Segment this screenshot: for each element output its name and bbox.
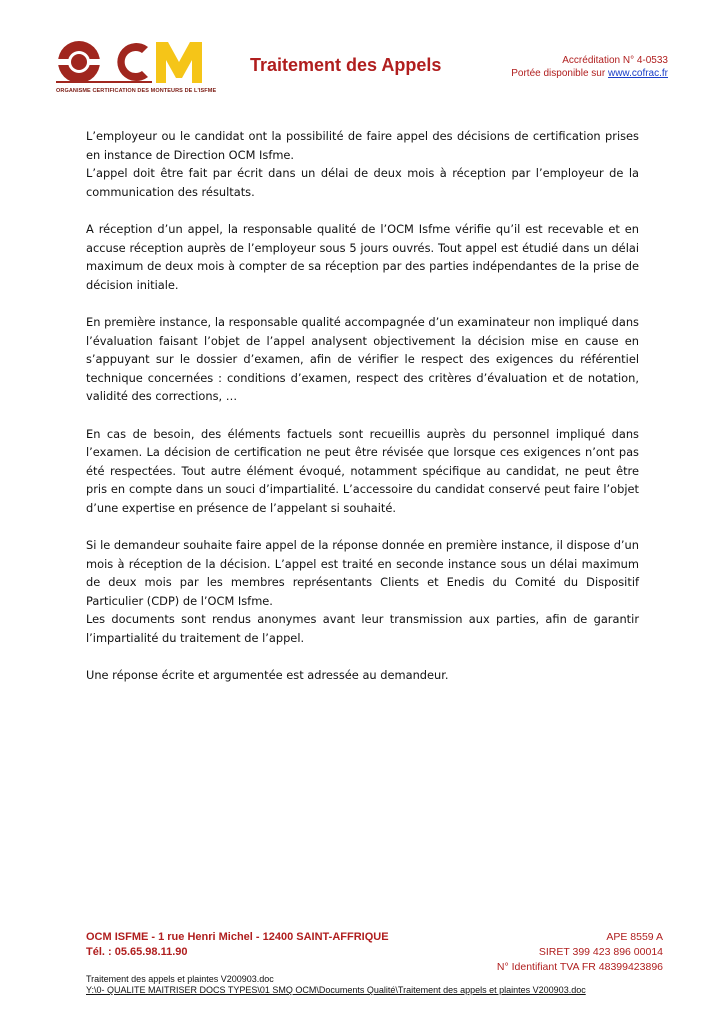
footer-phone: Tél. : 05.65.98.11.90 xyxy=(86,946,188,958)
document-header xyxy=(0,0,724,100)
accreditation-block xyxy=(511,54,668,80)
paragraph-appeal-possibility: L’employeur ou le candidat ont la possibilité de faire appel des décisions de certification prises en instance de Direction OCM Isfme. xyxy=(86,129,639,162)
footer-contact xyxy=(86,930,389,960)
ocm-logo xyxy=(56,38,216,100)
document-filename: Traitement des appels et plaintes V200903.doc xyxy=(86,974,274,984)
footer-siret: SIRET 399 423 896 00014 xyxy=(538,946,663,958)
document-body xyxy=(86,127,639,685)
document-path: Y:\0- QUALITE MAITRISER DOCS TYPES\01 SMQ OCM\Documents Qualité\Traitement des appels et plaintes V200903.doc xyxy=(86,985,586,995)
page-title: Traitement des Appels xyxy=(250,55,442,75)
paragraph-second-instance: Si le demandeur souhaite faire appel de la réponse donnée en première instance, il dispose d’un mois à réception de la décision. L’appel est traité en seconde instance sous un délai maximum de deux mois par les membres représentants Clients et Enedis du Comité du Dispositif Particulier (CDP) de l’OCM Isfme. xyxy=(86,538,639,608)
paragraph-factual-elements: En cas de besoin, des éléments factuels sont recueillis auprès du personnel impliqué dans l’examen. La décision de certification ne peut être révisée que lorsque ces exigences n’ont pas été respectées. Tout autre élément évoqué, notamment spécifique au candidat, ne peut être pris en compte dans un souci d’impartialité. L’accessoire du candidat conservé peut faire l’objet d’une expertise en présence de l’appelant si souhaité. xyxy=(86,426,639,515)
paragraph-reception: A réception d’un appel, la responsable qualité de l’OCM Isfme vérifie qu’il est recevable et en accuse réception auprès de l’employeur sous 5 jours ouvrés. Tout appel est étudié dans un délai maximum de deux mois à compter de sa réception par des parties indépendantes de la prise de décision initiale. xyxy=(86,222,639,292)
paragraph-written-response: Une réponse écrite et argumentée est adressée au demandeur. xyxy=(86,668,449,682)
paragraph-appeal-deadline: L’appel doit être fait par écrit dans un délai de deux mois à réception par l’employeur de la communication des résultats. xyxy=(86,166,639,199)
document-reference xyxy=(86,974,586,996)
logo-subtitle: ORGANISME CERTIFICATION DES MONTEURS DE L'ISFME xyxy=(56,88,217,94)
paragraph-anonymization: Les documents sont rendus anonymes avant leur transmission aux parties, afin de garantir l’impartialité du traitement de l’appel. xyxy=(86,612,639,645)
footer-legal xyxy=(497,930,663,975)
scope-prefix: Portée disponible sur xyxy=(511,68,608,79)
footer-ape: APE 8559 A xyxy=(606,931,663,943)
footer-address: OCM ISFME - 1 rue Henri Michel - 12400 SAINT-AFFRIQUE xyxy=(86,931,389,943)
paragraph-first-instance: En première instance, la responsable qualité accompagnée d’un examinateur non impliqué dans l’évaluation faisant l’objet de l’appel analysent objectivement la décision mise en cause en s’appuyant sur le dossier d’examen, afin de vérifier le respect des exigences du référentiel technique concernées : conditions d’examen, respect des critères d’évaluation et de notation, validité des corrections, … xyxy=(86,315,639,403)
cofrac-link[interactable]: www.cofrac.fr xyxy=(607,68,668,79)
accreditation-number: Accréditation N° 4-0533 xyxy=(562,55,668,66)
ocm-logo-graphic xyxy=(56,38,216,88)
footer-tva: N° Identifiant TVA FR 48399423896 xyxy=(496,961,663,973)
scope-line xyxy=(511,67,668,80)
